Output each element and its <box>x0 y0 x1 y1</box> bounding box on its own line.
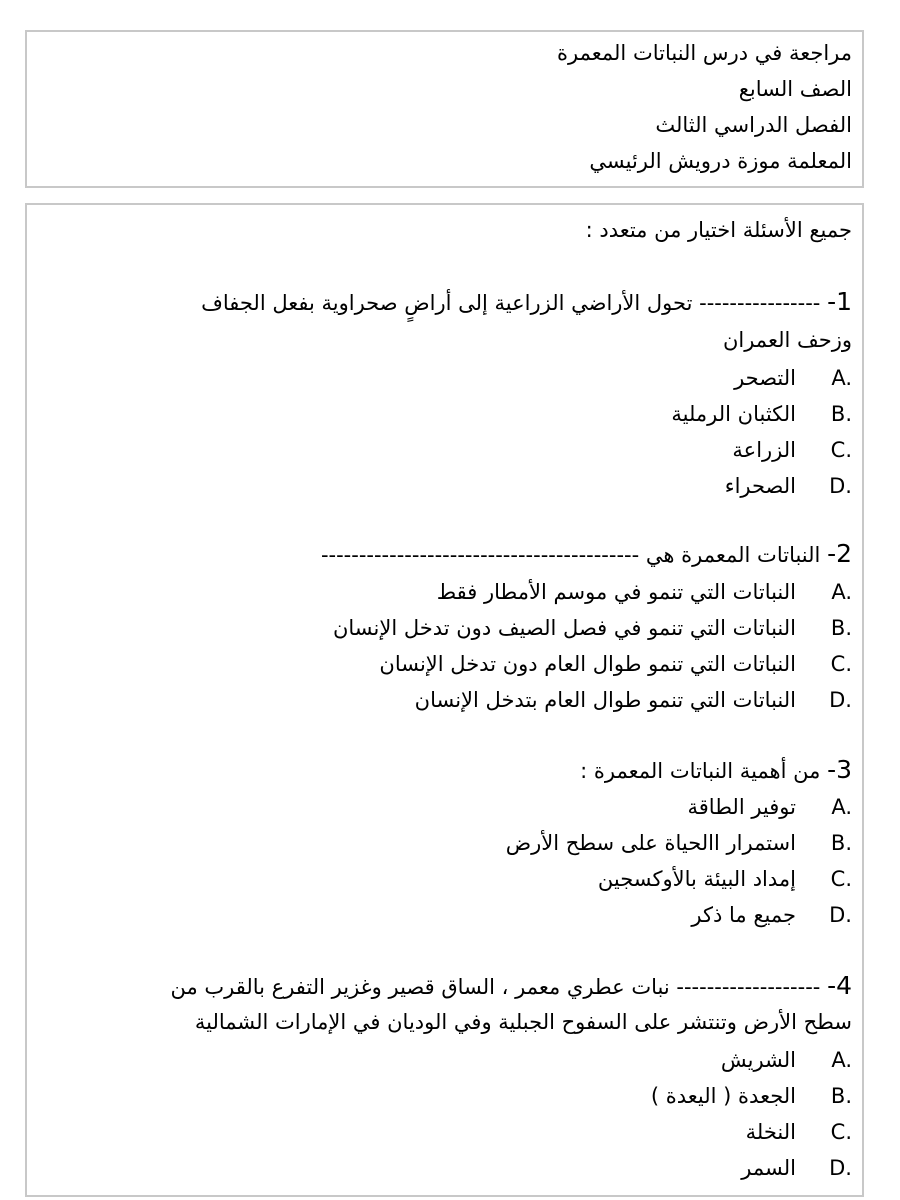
option-letter: A. <box>831 580 852 604</box>
option-letter: B. <box>830 616 852 640</box>
instructions: جميع الأسئلة اختيار من متعدد : <box>585 218 852 242</box>
option-letter: A. <box>831 1048 852 1072</box>
option-text: الشريش <box>720 1048 796 1072</box>
question-number: 4- <box>827 971 852 1000</box>
option-letter: D. <box>829 474 852 498</box>
question-4 <box>170 969 852 1004</box>
teacher-name: المعلمة موزة درويش الرئيسي <box>589 149 852 173</box>
option-letter: D. <box>829 1156 852 1180</box>
grade-label: الصف السابع <box>738 77 852 101</box>
option-text: التصحر <box>734 366 796 390</box>
option-letter: B. <box>830 831 852 855</box>
header-box <box>25 30 864 188</box>
option-text: جميع ما ذكر <box>691 903 796 927</box>
question-2 <box>321 537 852 572</box>
question-text: من أهمية النباتات المعمرة : <box>580 759 821 783</box>
question-4-continued: سطح الأرض وتنتشر على السفوح الجبلية وفي الوديان في الإمارات الشمالية <box>194 1010 852 1034</box>
question-1-continued: وزحف العمران <box>722 328 852 352</box>
option-letter: B. <box>830 1084 852 1108</box>
question-number: 3- <box>827 755 852 784</box>
option-text: النباتات التي تنمو في فصل الصيف دون تدخل الإنسان <box>332 616 796 640</box>
option-text: النخلة <box>745 1120 796 1144</box>
review-title: مراجعة في درس النباتات المعمرة <box>557 41 852 65</box>
option-text: النباتات التي تنمو طوال العام دون تدخل الإنسان <box>379 652 796 676</box>
option-letter: D. <box>829 688 852 712</box>
option-text: السمر <box>741 1156 796 1180</box>
answer-blank: ------------------------------------------ <box>320 543 640 567</box>
answer-blank: ------------------- <box>676 975 821 999</box>
option-text: الكثبان الرملية <box>671 402 796 426</box>
option-letter: C. <box>830 438 852 462</box>
question-number: 1- <box>827 287 852 316</box>
option-text: الزراعة <box>732 438 796 462</box>
option-letter: C. <box>830 1120 852 1144</box>
question-text: نبات عطري معمر ، الساق قصير وغزير التفرع بالقرب من <box>170 975 670 999</box>
question-text: النباتات المعمرة هي <box>645 543 821 567</box>
question-text: تحول الأراضي الزراعية إلى أراضٍ صحراوية بفعل الجفاف <box>201 291 693 315</box>
option-text: استمرار االحياة على سطح الأرض <box>505 831 796 855</box>
questions-box <box>25 203 864 1197</box>
option-text: الصحراء <box>724 474 796 498</box>
question-number: 2- <box>827 539 852 568</box>
term-label: الفصل الدراسي الثالث <box>655 113 852 137</box>
option-text: النباتات التي تنمو في موسم الأمطار فقط <box>436 580 796 604</box>
option-letter: A. <box>831 795 852 819</box>
option-letter: C. <box>830 652 852 676</box>
option-letter: A. <box>831 366 852 390</box>
option-text: إمداد البيئة بالأوكسجين <box>597 867 796 891</box>
option-text: النباتات التي تنمو طوال العام بتدخل الإنسان <box>414 688 796 712</box>
answer-blank: ---------------- <box>699 291 821 315</box>
option-letter: C. <box>830 867 852 891</box>
option-letter: B. <box>830 402 852 426</box>
option-letter: D. <box>829 903 852 927</box>
question-1 <box>201 285 852 320</box>
question-3 <box>580 753 852 788</box>
option-text: الجعدة ( اليعدة ) <box>650 1084 796 1108</box>
option-text: توفير الطاقة <box>687 795 796 819</box>
